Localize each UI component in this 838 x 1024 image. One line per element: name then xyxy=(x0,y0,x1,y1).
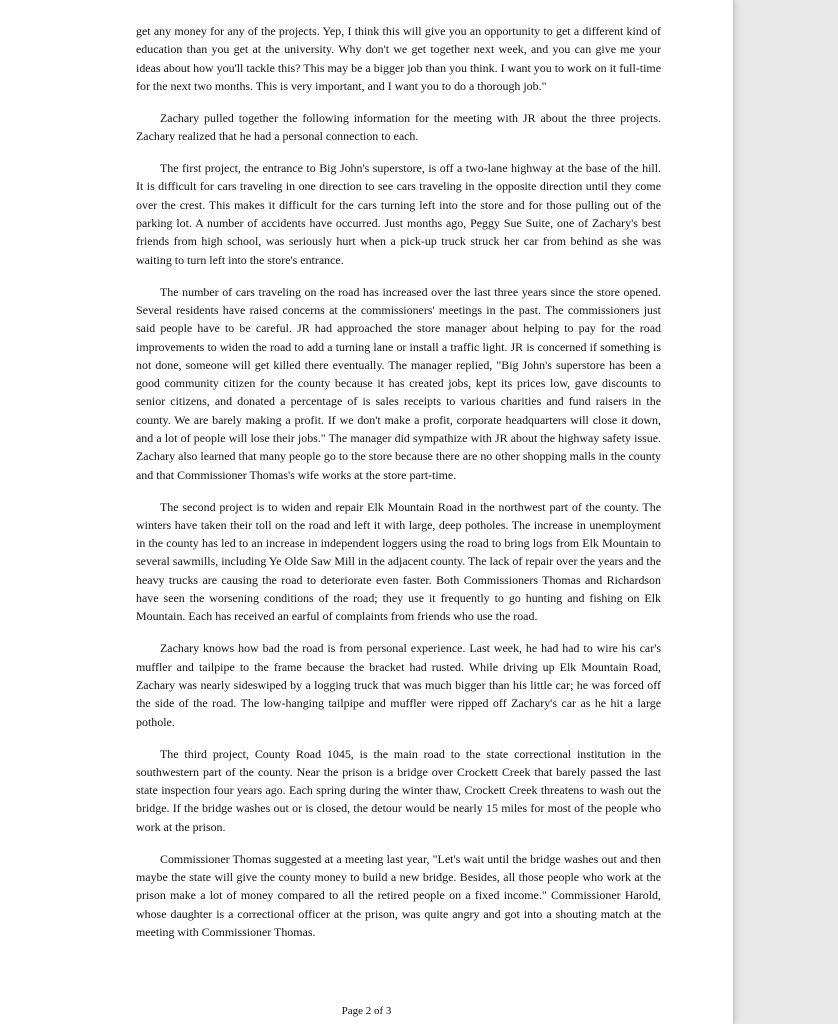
paragraph: The number of cars traveling on the road has increased over the last three years since the store opened. Several residents have raised concerns at the commissioners' meetings in the past. The commissioners just said people have to be careful. JR had approached the store manager about helping to pay for the road improvements to widen the road to add a turning lane or install a traffic light. JR is concerned if something is not done, someone will get killed there eventually. The manager replied, "Big John's superstore has been a good community citizen for the county because it has created jobs, kept its prices low, gave discounts to senior citizens, and donated a percentage of is sales receipts to various charities and fund raisers in the county. We are barely making a profit. If we don't make a profit, corporate headquarters will close it down, and a lot of people will lose their jobs." The manager did sympathize with JR about the highway safety issue. Zachary also learned that many people go to the store because there are no other shopping malls in the county and that Commissioner Thomas's wife works at the store part-time. xyxy=(136,284,661,482)
paragraph: Zachary pulled together the following information for the meeting with JR about the three projects. Zachary realized that he had a personal connection to each. xyxy=(136,110,661,144)
paragraph: get any money for any of the projects. Yep, I think this will give you an opportunity to get a different kind of education than you get at the university. Why don't we get together next week, and you can give me your ideas about how you'll tackle this? This may be a bigger job than you think. I want you to work on it full-time for the next two months. This is very important, and I want you to do a thorough job." xyxy=(136,24,661,93)
paragraph: The first project, the entrance to Big John's superstore, is off a two-lane highway at the base of the hill. It is difficult for cars traveling in one direction to see cars traveling in the opposite direction until they come over the crest. This makes it difficult for the cars turning left into the store and for those pulling out of the parking lot. A number of accidents have occurred. Just months ago, Peggy Sue Suite, one of Zachary's best friends from high school, was seriously hurt when a pick-up truck struck her car from behind as she was waiting to turn left into the store's entrance. xyxy=(136,161,661,267)
paragraph: The third project, County Road 1045, is the main road to the state correctional institution in the southwestern part of the county. Near the prison is a bridge over Crockett Creek that barely passed the last state inspection four years ago. Each spring during the winter thaw, Crockett Creek threatens to wash out the bridge. If the bridge washes out or is closed, the detour would be nearly 15 miles for most of the people who work at the prison. xyxy=(136,746,661,834)
paragraph: Commissioner Thomas suggested at a meeting last year, "Let's wait until the bridge washes out and then maybe the state will give the county money to build a new bridge. Besides, all those people who work at the prison make a lot of money compared to all the retired people on a fixed income." Commissioner Harold, whose daughter is a correctional officer at the prison, was quite angry and got into a shouting match at the meeting with Commissioner Thomas. xyxy=(136,851,661,939)
paragraph: The second project is to widen and repair Elk Mountain Road in the northwest part of the county. The winters have taken their toll on the road and left it with large, deep potholes. The increase in unemployment in the county has led to an increase in independent loggers using the road to bring logs from Elk Mountain to several sawmills, including Ye Olde Saw Mill in the adjacent county. The lack of repair over the years and the heavy trucks are causing the road to deteriorate even faster. Both Commissioners Thomas and Richardson have seen the worsening conditions of the road; they use it frequently to go hunting and fishing on Elk Mountain. Each has received an earful of complaints from friends who use the road. xyxy=(136,499,661,624)
document-body xyxy=(136,22,661,955)
paragraph: Zachary knows how bad the road is from personal experience. Last week, he had had to wire his car's muffler and tailpipe to the frame because the bracket had rusted. While driving up Elk Mountain Road, Zachary was nearly sideswiped by a logging truck that was much bigger than his little car; he was forced off the side of the road. The low-hanging tailpipe and muffler were ripped off Zachary's car as he hit a large pothole. xyxy=(136,641,661,729)
page-number-footer: Page 2 of 3 xyxy=(341,1005,392,1017)
